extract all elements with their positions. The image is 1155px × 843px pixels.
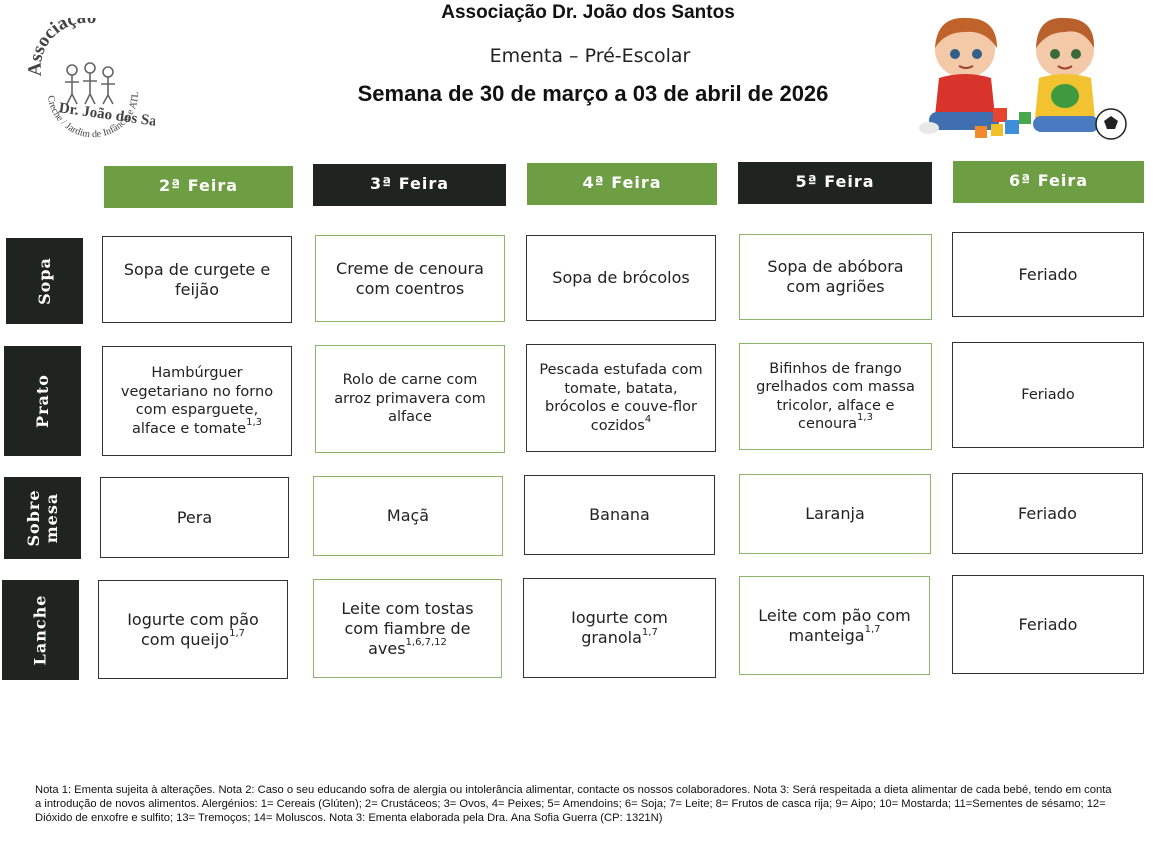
sopa-wednesday: Sopa de brócolos <box>526 235 716 321</box>
lanche-monday: Iogurte com pão com queijo$^{1,7}$ <box>98 580 288 679</box>
children-toys-icon <box>905 8 1133 148</box>
sopa-friday: Feriado <box>952 232 1144 317</box>
sobremesa-friday: Feriado <box>952 473 1143 554</box>
svg-text:Dr. João dos Santos: Dr. João dos Santos <box>57 100 155 134</box>
row-label-lanche: Lanche <box>2 580 79 680</box>
lanche-tuesday: Leite com tostas com fiambre de aves$^{1,6,7,12}$ <box>313 579 502 678</box>
sobremesa-monday: Pera <box>100 477 289 558</box>
row-label-sobremesa: Sobre mesa <box>4 477 81 559</box>
allergen-footnote: Nota 1: Ementa sujeita à alterações. Nota 2: Caso o seu educando sofra de alergia ou intolerância alimentar, contacte os nossos colaboradores. Nota 3: Será respeitada a dieta alimentar de cada bebé, tendo em conta a introdução de novos alimentos. Alergénios: 1= Cereais (Glúten); 2= Crustáceos; 3= Ovos, 4= Peixes; 5= Amendoins; 6= Soja; 7= Leite; 8= Frutos de casca rija; 9= Aipo; 10= Mostarda; 11=Sementes de sésamo; 12= Dióxido de enxofre e sulfito; 13= Tremoços; 14= Moluscos. Nota 3: Ementa elaborada pela Dra. Ana Sofia Guerra (CP: 1321N) <box>35 784 1112 824</box>
row-label-sopa: Sopa <box>6 238 83 324</box>
prato-tuesday: Rolo de carne com arroz primavera com alface <box>315 345 505 453</box>
sopa-thursday: Sopa de abóbora com agriões <box>739 234 932 320</box>
lanche-friday: Feriado <box>952 575 1144 674</box>
lanche-wednesday: Iogurte com granola$^{1,7}$ <box>523 578 716 678</box>
kids-playing-illustration <box>905 8 1133 148</box>
sopa-monday: Sopa de curgete e feijão <box>102 236 292 323</box>
sopa-tuesday: Creme de cenoura com coentros <box>315 235 505 322</box>
menu-subtitle: Ementa – Pré-Escolar <box>489 45 691 67</box>
sobremesa-wednesday: Banana <box>524 475 715 555</box>
logo-stamp-icon <box>20 18 155 158</box>
day-header-thursday: 5ª Feira <box>738 162 932 204</box>
prato-wednesday: Pescada estufada com tomate, batata, brócolos e couve-flor cozidos$^4$ <box>526 344 716 452</box>
lanche-thursday: Leite com pão com manteiga$^{1,7}$ <box>739 576 930 675</box>
sobremesa-thursday: Laranja <box>739 474 931 554</box>
day-header-friday: 6ª Feira <box>953 161 1144 203</box>
svg-text:Associação: Associaç <box>24 18 79 77</box>
day-header-monday: 2ª Feira <box>104 166 293 208</box>
prato-thursday: Bifinhos de frango grelhados com massa tricolor, alface e cenoura$^{1,3}$ <box>739 343 932 450</box>
week-range: Semana de 30 de março a 03 de abril de 2026 <box>357 81 829 106</box>
association-logo <box>20 18 155 158</box>
svg-text:Creche / Jardim de Infância e: Creche / Jardim de Infância e ATL <box>44 91 142 141</box>
row-label-prato: Prato <box>4 346 81 456</box>
organization-title: Associação Dr. João dos Santos <box>441 2 735 23</box>
sobremesa-tuesday: Maçã <box>313 476 503 556</box>
day-header-tuesday: 3ª Feira <box>313 164 506 206</box>
prato-monday: Hambúrguer vegetariano no forno com esparguete, alface e tomate$^{1,3}$ <box>102 346 292 456</box>
day-header-wednesday: 4ª Feira <box>527 163 717 205</box>
prato-friday: Feriado <box>952 342 1144 448</box>
